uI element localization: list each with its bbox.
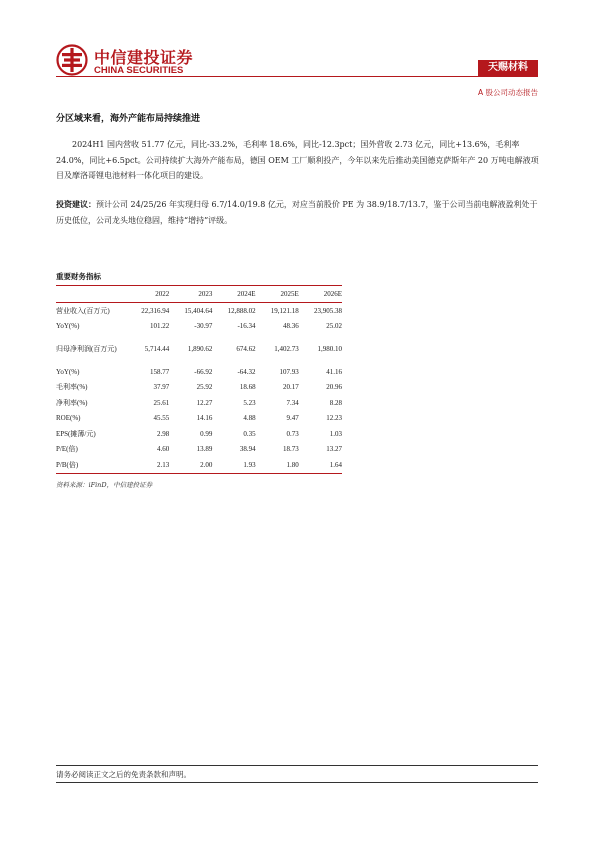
- paragraph-investment: [56, 197, 542, 228]
- footer-disclaimer: 请务必阅读正文之后的免责条款和声明。: [56, 770, 191, 779]
- row-label: 营业收入(百万元): [56, 306, 110, 315]
- row-label: 毛利率(%): [56, 383, 88, 392]
- table-cell: 41.16: [326, 367, 342, 376]
- row-label: EPS(摊薄/元): [56, 429, 96, 438]
- report-type: A 股公司动态报告: [477, 88, 538, 97]
- table-cell: 45.55: [153, 414, 170, 423]
- table-cell: 38.94: [239, 445, 256, 454]
- row-label: 净利率(%): [56, 398, 88, 407]
- row-label: YoY(%): [56, 367, 80, 376]
- row-label: P/B(倍): [56, 460, 79, 469]
- table-cell: 48.36: [283, 322, 299, 331]
- table-cell: -66.92: [194, 367, 213, 376]
- table-cell: 1.80: [286, 460, 299, 469]
- paragraph-regional: [56, 137, 542, 184]
- table-source: 资料来源：iFinD，中信建投证券: [56, 481, 153, 489]
- header-divider: [56, 76, 538, 77]
- table-cell: 5,714.44: [144, 345, 170, 353]
- table-cell: 13.27: [326, 445, 342, 454]
- table-cell: 1,890.62: [187, 345, 213, 353]
- table-row: [56, 364, 342, 380]
- company-tag: 天赐材料: [478, 60, 538, 76]
- table-cell: 4.88: [243, 414, 256, 423]
- table-cell: 2.00: [200, 460, 213, 469]
- table-row: [56, 457, 342, 473]
- table-title: 重要财务指标: [56, 272, 101, 281]
- row-label: 归母净利润(百万元): [56, 344, 117, 353]
- table-row: [56, 442, 342, 458]
- table-cell: 12,888.02: [227, 306, 256, 315]
- table-cell: 14.16: [196, 414, 213, 423]
- table-cell: 107.93: [279, 367, 299, 376]
- table-cell: 15,404.64: [184, 306, 213, 315]
- table-cell: 18.68: [239, 383, 256, 392]
- row-label: ROE(%): [56, 414, 81, 423]
- table-row: [56, 411, 342, 427]
- table-cell: 0.73: [286, 429, 299, 438]
- column-header: 2023: [198, 290, 213, 298]
- investment-advice-text: 预计公司 24/25/26 年实现归母 6.7/14.0/19.8 亿元，对应当前股价 PE 为 38.9/18.7/13.7，鉴于公司当前电解液盈利处于历史低位，公司龙头地位稳固，维持“增持”评级。: [56, 200, 538, 225]
- table-cell: 20.96: [326, 383, 342, 392]
- row-label: P/E(倍): [56, 445, 78, 454]
- table-cell: 1,980.10: [317, 345, 342, 353]
- table-cell: 7.34: [286, 398, 299, 407]
- table-cell: 13.89: [196, 445, 213, 454]
- table-cell: 1,402.73: [274, 345, 299, 353]
- table-cell: 101.22: [149, 322, 170, 331]
- table-cell: 8.28: [329, 398, 342, 407]
- table-cell: 1.93: [243, 460, 256, 469]
- table-cell: 25.02: [326, 322, 342, 331]
- brand-logo-icon: [56, 44, 88, 76]
- row-label: YoY(%): [56, 322, 80, 331]
- table-cell: 23,905.38: [314, 306, 342, 315]
- column-header: 2022: [155, 290, 170, 298]
- column-header: 2024E: [237, 290, 256, 298]
- table-cell: 12.23: [326, 414, 342, 423]
- table-cell: 25.92: [196, 383, 213, 392]
- table-row: [56, 319, 342, 335]
- investment-advice-label: 投资建议：: [56, 200, 96, 209]
- table-row: [56, 303, 342, 319]
- table-cell: 2.13: [156, 460, 170, 469]
- table-cell: 4.60: [156, 445, 170, 454]
- table-cell: 158.77: [149, 367, 170, 376]
- table-cell: 18.73: [283, 445, 299, 454]
- table-row: [56, 395, 342, 411]
- table-cell: 12.27: [196, 398, 213, 407]
- table-cell: -16.34: [237, 322, 256, 331]
- table-cell: 0.35: [243, 429, 256, 438]
- table-row: [56, 426, 342, 442]
- table-row: [56, 334, 342, 364]
- table-cell: -30.97: [194, 322, 213, 331]
- table-cell: 0.99: [200, 429, 213, 438]
- table-body: [56, 303, 342, 474]
- table-cell: 19,121.18: [270, 306, 299, 315]
- paragraph-regional-text: 2024H1 国内营收 51.77 亿元，同比-33.2%，毛利率 18.6%，同比-12.3pct；国外营收 2.73 亿元，同比+13.6%，毛利率 24.0%，同比+6.5pct。公司持续扩大海外产能布局，德国 OEM 工厂顺利投产，今年以来先后推动美国德克萨斯年产 20 万吨电解液项目及摩洛哥锂电池材料一体化项目的建设。: [56, 140, 539, 180]
- table-cell: -64.32: [237, 367, 256, 376]
- brand-logo: [56, 44, 196, 78]
- column-header: 2025E: [280, 290, 299, 298]
- column-header: [56, 286, 126, 303]
- column-header: 2026E: [323, 290, 342, 298]
- table-cell: 37.97: [153, 383, 170, 392]
- table-cell: 1.64: [329, 460, 342, 469]
- brand-name-en: CHINA SECURITIES: [94, 65, 184, 76]
- table-cell: 9.47: [286, 414, 299, 423]
- table-cell: 674.62: [236, 345, 256, 353]
- table-cell: 2.98: [156, 429, 170, 438]
- table-cell: 25.61: [153, 398, 170, 407]
- table-cell: 5.23: [243, 398, 256, 407]
- footer-divider-bottom: [56, 782, 538, 783]
- table-cell: 22,316.94: [141, 306, 170, 315]
- table-cell: 20.17: [283, 383, 299, 392]
- brand-name-cn: 中信建投证券: [94, 48, 194, 67]
- table-header-row: [56, 286, 342, 303]
- section-title: 分区域来看，海外产能布局持续推进: [56, 114, 201, 124]
- financial-table: [56, 285, 342, 474]
- table-row: [56, 380, 342, 396]
- table-cell: 1.03: [329, 429, 342, 438]
- footer-divider-top: [56, 765, 538, 766]
